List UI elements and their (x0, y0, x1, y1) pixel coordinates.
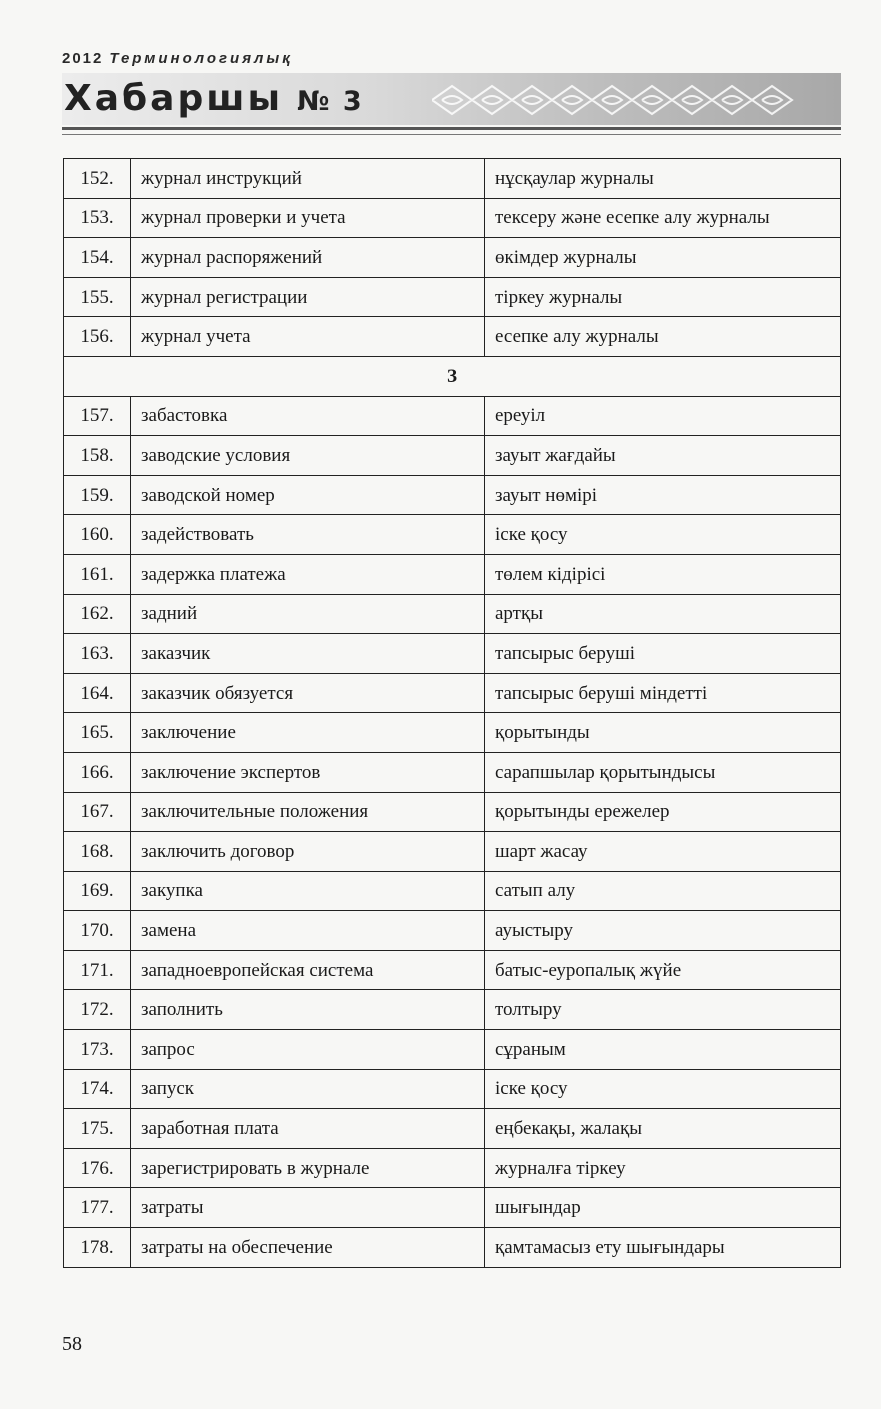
russian-term: задействовать (131, 515, 485, 555)
table-row (64, 436, 841, 476)
russian-term: заключение экспертов (131, 752, 485, 792)
kazakh-term: журналға тіркеу (485, 1148, 841, 1188)
table-row (64, 1228, 841, 1268)
russian-term: заказчик обязуется (131, 673, 485, 713)
table-row (64, 198, 841, 238)
kazakh-term: ауыстыру (485, 911, 841, 951)
glossary-rows-before (64, 159, 841, 357)
row-number: 167. (64, 792, 131, 832)
row-number: 157. (64, 396, 131, 436)
issue-number: № 3 (297, 86, 364, 117)
glossary-table (63, 158, 841, 1268)
kazakh-term: артқы (485, 594, 841, 634)
kazakh-term: есепке алу журналы (485, 317, 841, 357)
section-letter: З (64, 356, 841, 396)
row-number: 169. (64, 871, 131, 911)
table-row (64, 911, 841, 951)
kazakh-term: сатып алу (485, 871, 841, 911)
kazakh-term: қорытынды (485, 713, 841, 753)
russian-term: затраты на обеспечение (131, 1228, 485, 1268)
russian-term: журнал учета (131, 317, 485, 357)
kazakh-term: нұсқаулар журналы (485, 159, 841, 199)
russian-term: замена (131, 911, 485, 951)
russian-term: заказчик (131, 634, 485, 674)
header-rule-thin (62, 134, 841, 135)
header-year-line (62, 50, 293, 67)
glossary-rows-after (64, 396, 841, 1267)
row-number: 166. (64, 752, 131, 792)
table-row (64, 752, 841, 792)
russian-term: журнал регистрации (131, 277, 485, 317)
table-row (64, 238, 841, 278)
row-number: 177. (64, 1188, 131, 1228)
table-row (64, 990, 841, 1030)
table-row (64, 792, 841, 832)
row-number: 152. (64, 159, 131, 199)
table-row (64, 950, 841, 990)
russian-term: заработная плата (131, 1109, 485, 1149)
table-row (64, 713, 841, 753)
russian-term: заполнить (131, 990, 485, 1030)
journal-name-text: Хабаршы (64, 78, 284, 119)
table-row (64, 396, 841, 436)
russian-term: журнал проверки и учета (131, 198, 485, 238)
row-number: 156. (64, 317, 131, 357)
kazakh-term: ереуіл (485, 396, 841, 436)
table-row (64, 515, 841, 555)
kazakh-term: тіркеу журналы (485, 277, 841, 317)
table-row (64, 1148, 841, 1188)
row-number: 175. (64, 1109, 131, 1149)
russian-term: запуск (131, 1069, 485, 1109)
kazakh-term: қорытынды ережелер (485, 792, 841, 832)
header-rule (62, 127, 841, 130)
kazakh-term: сұраным (485, 1030, 841, 1070)
table-row (64, 1069, 841, 1109)
table-row (64, 871, 841, 911)
table-row (64, 277, 841, 317)
page-header (0, 0, 881, 150)
russian-term: забастовка (131, 396, 485, 436)
kazakh-term: тапсырыс беруші міндетті (485, 673, 841, 713)
kazakh-term: шығындар (485, 1188, 841, 1228)
row-number: 163. (64, 634, 131, 674)
kazakh-term: өкімдер журналы (485, 238, 841, 278)
section-row-group (64, 356, 841, 396)
russian-term: журнал инструкций (131, 159, 485, 199)
row-number: 165. (64, 713, 131, 753)
row-number: 178. (64, 1228, 131, 1268)
russian-term: затраты (131, 1188, 485, 1228)
row-number: 171. (64, 950, 131, 990)
table-row (64, 554, 841, 594)
russian-term: задержка платежа (131, 554, 485, 594)
russian-term: заключение (131, 713, 485, 753)
table-row (64, 832, 841, 872)
row-number: 172. (64, 990, 131, 1030)
row-number: 176. (64, 1148, 131, 1188)
row-number: 164. (64, 673, 131, 713)
row-number: 155. (64, 277, 131, 317)
header-year: 2012 (62, 50, 104, 67)
ornament-icon (432, 80, 812, 120)
russian-term: задний (131, 594, 485, 634)
russian-term: заключить договор (131, 832, 485, 872)
table-row (64, 1030, 841, 1070)
russian-term: западноевропейская система (131, 950, 485, 990)
row-number: 170. (64, 911, 131, 951)
table-row (64, 1109, 841, 1149)
row-number: 168. (64, 832, 131, 872)
kazakh-term: тапсырыс беруші (485, 634, 841, 674)
table-row (64, 475, 841, 515)
kazakh-term: еңбекақы, жалақы (485, 1109, 841, 1149)
kazakh-term: зауыт жағдайы (485, 436, 841, 476)
russian-term: запрос (131, 1030, 485, 1070)
kazakh-term: іске қосу (485, 515, 841, 555)
row-number: 158. (64, 436, 131, 476)
row-number: 161. (64, 554, 131, 594)
kazakh-term: толтыру (485, 990, 841, 1030)
section-row (64, 356, 841, 396)
russian-term: журнал распоряжений (131, 238, 485, 278)
kazakh-term: шарт жасау (485, 832, 841, 872)
russian-term: закупка (131, 871, 485, 911)
kazakh-term: қамтамасыз ету шығындары (485, 1228, 841, 1268)
kazakh-term: батыс-еуропалық жүйе (485, 950, 841, 990)
row-number: 173. (64, 1030, 131, 1070)
table-row (64, 634, 841, 674)
table-row (64, 1188, 841, 1228)
header-journal-top: Терминологиялық (109, 50, 293, 67)
kazakh-term: іске қосу (485, 1069, 841, 1109)
row-number: 162. (64, 594, 131, 634)
kazakh-term: тексеру және есепке алу журналы (485, 198, 841, 238)
page-number: 58 (62, 1333, 82, 1355)
table-row (64, 673, 841, 713)
table-row (64, 317, 841, 357)
row-number: 154. (64, 238, 131, 278)
russian-term: заключительные положения (131, 792, 485, 832)
row-number: 159. (64, 475, 131, 515)
table-row (64, 159, 841, 199)
russian-term: зарегистрировать в журнале (131, 1148, 485, 1188)
row-number: 160. (64, 515, 131, 555)
russian-term: заводские условия (131, 436, 485, 476)
kazakh-term: зауыт нөмірі (485, 475, 841, 515)
table-row (64, 594, 841, 634)
russian-term: заводской номер (131, 475, 485, 515)
journal-name (64, 78, 364, 119)
kazakh-term: сарапшылар қорытындысы (485, 752, 841, 792)
kazakh-term: төлем кідірісі (485, 554, 841, 594)
row-number: 174. (64, 1069, 131, 1109)
row-number: 153. (64, 198, 131, 238)
